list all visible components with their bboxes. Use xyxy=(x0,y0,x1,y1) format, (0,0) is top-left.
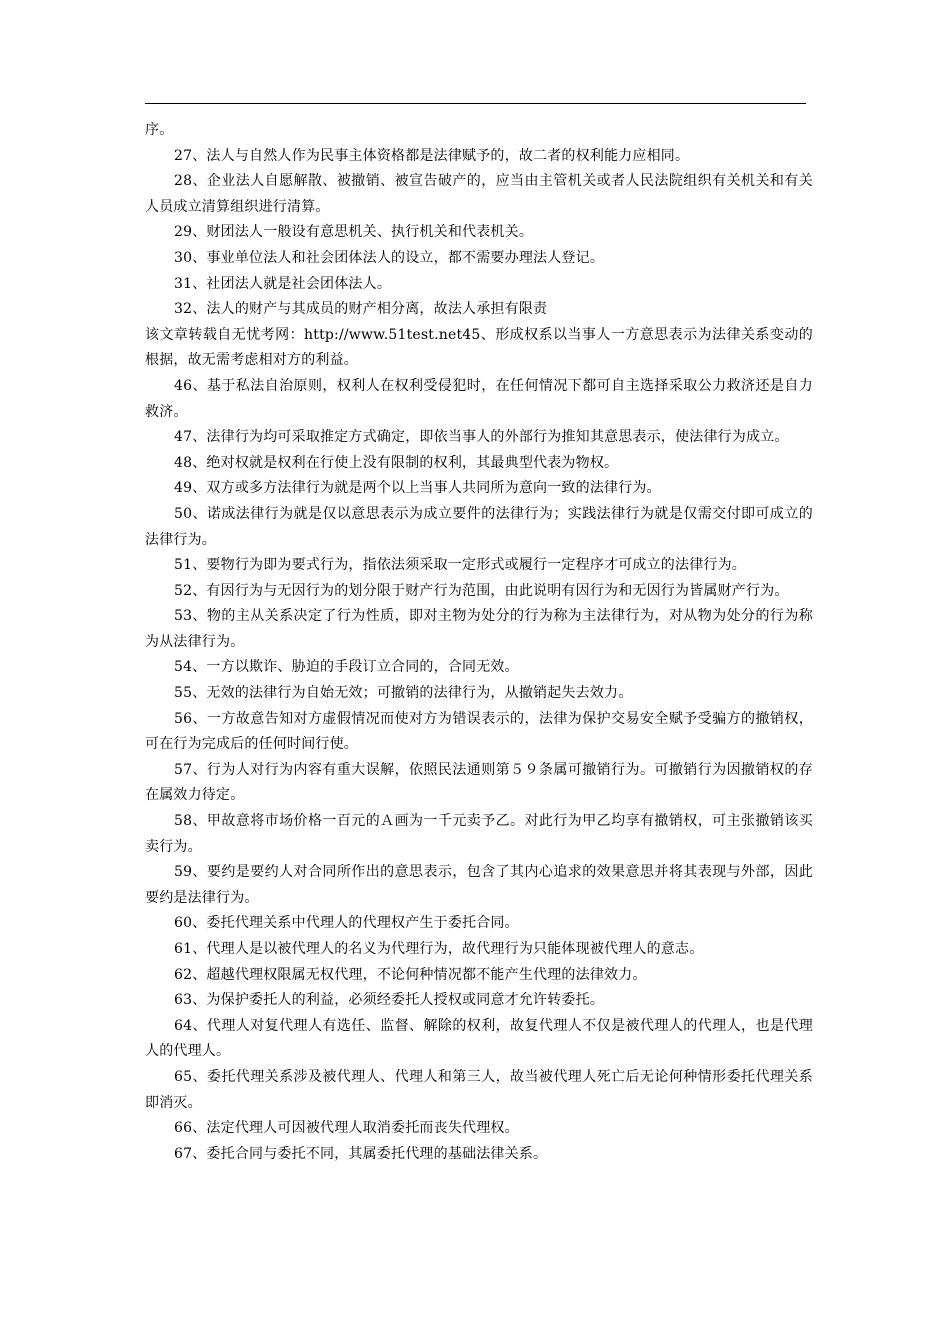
paragraph: 48、绝对权就是权利在行使上没有限制的权利，其最典型代表为物权。 xyxy=(174,454,619,471)
paragraph: 30、事业单位法人和社会团体法人的设立，都不需要办理法人登记。 xyxy=(174,249,605,266)
paragraph: 该文章转载自无忧考网：http://www.51test.net45、形成权系以当事人一方意思表示为法律关系变动的根据，故无需考虑相对方的利益。 xyxy=(145,326,813,369)
paragraph: 62、超越代理权限属无权代理，不论何种情况都不能产生代理的法律效力。 xyxy=(174,966,647,983)
paragraph: 49、双方或多方法律行为就是两个以上当事人共同所为意向一致的法律行为。 xyxy=(174,480,661,497)
paragraph: 52、有因行为与无因行为的划分限于财产行为范围，由此说明有因行为和无因行为皆属财产行为。 xyxy=(174,582,789,599)
paragraph: 27、法人与自然人作为民事主体资格都是法律赋予的，故二者的权利能力应相同。 xyxy=(174,147,690,164)
paragraph: 60、委托代理关系中代理人的代理权产生于委托合同。 xyxy=(174,915,519,932)
paragraph: 63、为保护委托人的利益，必须经委托人授权或同意才允许转委托。 xyxy=(174,992,605,1009)
paragraph: 47、法律行为均可采取推定方式确定，即依当事人的外部行为推知其意思表示，使法律行为成立。 xyxy=(174,429,789,446)
paragraph: 53、物的主从关系决定了行为性质，即对主物为处分的行为称为主法律行为，对从物为处分的行为称为从法律行为。 xyxy=(145,608,813,650)
paragraph: 64、代理人对复代理人有选任、监督、解除的权利，故复代理人不仅是被代理人的代理人，也是代理人的代理人。 xyxy=(145,1017,813,1060)
paragraph: 54、一方以欺诈、胁迫的手段订立合同的，合同无效。 xyxy=(174,659,519,676)
paragraph: 57、行为人对行为内容有重大误解，依照民法通则第５９条属可撤销行为。可撤销行为因撤销权的存在属效力待定。 xyxy=(145,761,813,804)
header-rule xyxy=(145,103,806,104)
paragraph: 66、法定代理人可因被代理人取消委托而丧失代理权。 xyxy=(174,1120,519,1137)
paragraph: 51、要物行为即为要式行为，指依法须采取一定形式或履行一定程序才可成立的法律行为。 xyxy=(174,557,747,574)
paragraph: 56、一方故意告知对方虚假情况而使对方为错误表示的，法律为保护交易安全赋予受骗方的撤销权，可在行为完成后的任何时间行使。 xyxy=(145,710,813,753)
paragraph: 50、诺成法律行为就是仅以意思表示为成立要件的法律行为；实践法律行为就是仅需交付即可成立的法律行为。 xyxy=(145,505,813,548)
document-body xyxy=(145,118,813,1167)
paragraph: 29、财团法人一般设有意思机关、执行机关和代表机关。 xyxy=(174,224,534,241)
paragraph: 32、法人的财产与其成员的财产相分离，故法人承担有限责 xyxy=(174,301,548,318)
paragraph: 65、委托代理关系涉及被代理人、代理人和第三人，故当被代理人死亡后无论何种情形委托代理关系即消灭。 xyxy=(145,1068,813,1111)
paragraph: 28、企业法人自愿解散、被撤销、被宣告破产的，应当由主管机关或者人民法院组织有关机关和有关人员成立清算组织进行清算。 xyxy=(145,173,813,215)
paragraph: 67、委托合同与委托不同，其属委托代理的基础法律关系。 xyxy=(174,1145,548,1162)
paragraph: 46、基于私法自治原则，权利人在权利受侵犯时，在任何情况下都可自主选择采取公力救济还是自力救济。 xyxy=(145,377,813,420)
paragraph: 59、要约是要约人对合同所作出的意思表示，包含了其内心追求的效果意思并将其表现与外部，因此要约是法律行为。 xyxy=(145,864,813,906)
paragraph: 58、甲故意将市场价格一百元的Ａ画为一千元卖予乙。对此行为甲乙均享有撤销权，可主张撤销该买卖行为。 xyxy=(145,813,813,855)
paragraph: 61、代理人是以被代理人的名义为代理行为，故代理行为只能体现被代理人的意志。 xyxy=(174,941,704,957)
paragraph: 序。 xyxy=(145,122,174,138)
paragraph: 55、无效的法律行为自始无效；可撤销的法律行为，从撤销起失去效力。 xyxy=(174,685,633,702)
paragraph: 31、社团法人就是社会团体法人。 xyxy=(174,275,392,292)
